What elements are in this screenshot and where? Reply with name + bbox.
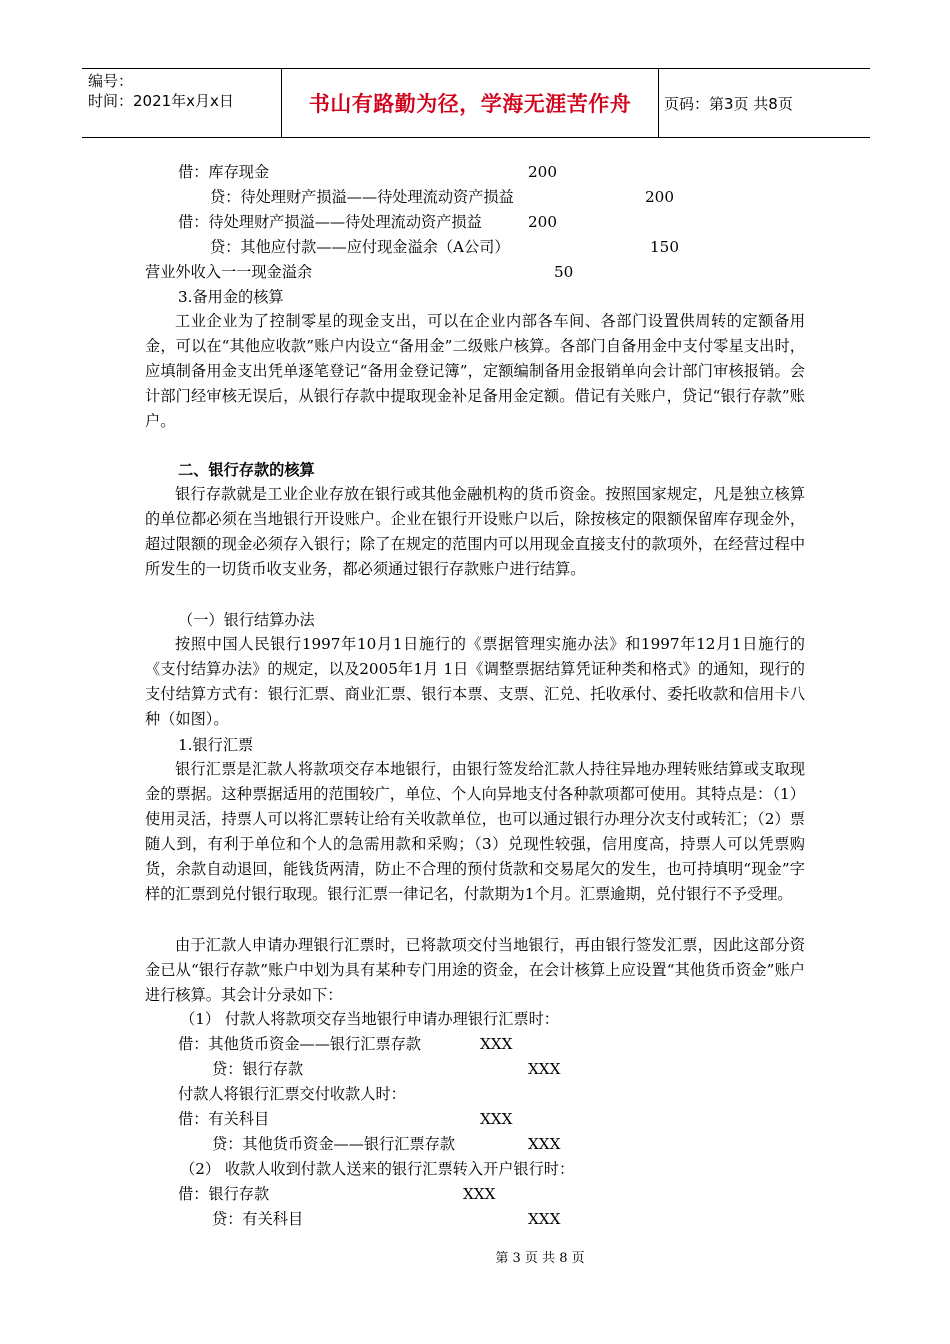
journal-entry-text: 借：待处理财产损溢——待处理流动资产损益 <box>178 213 482 231</box>
journal-entry-text: 营业外收入一一现金溢余 <box>145 263 313 281</box>
header-motto: 书山有路勤为径，学海无涯苦作舟 <box>282 69 659 137</box>
journal-entry-amount: 200 <box>528 163 557 181</box>
section-heading: 3.备用金的核算 <box>178 288 284 306</box>
journal-entry-text: 贷：其他应付款——应付现金溢余（A公司） <box>210 238 510 256</box>
journal-entry-amount: XXX <box>463 1185 496 1203</box>
journal-entry-text: 借：银行存款 <box>178 1185 270 1203</box>
journal-entry-amount: 150 <box>650 238 679 256</box>
number-label: 编号： <box>88 72 134 90</box>
journal-entry-amount: 50 <box>554 263 574 281</box>
section-heading: 二、银行存款的核算 <box>178 461 315 479</box>
journal-entry-text: 贷：有关科目 <box>212 1210 304 1228</box>
page-header <box>82 68 870 138</box>
paragraph: 按照中国人民银行1997年10月1日施行的《票据管理实施办法》和1997年12月1日施行的《支付结算办法》的规定，以及2005年1月 1日《调整票据结算凭证种类和格式》的通知，现行的支付结算方式有：银行汇票、商业汇票、银行本票、支票、汇兑、托收承付、委托收款和信用卡八种（如图）。 <box>145 635 805 728</box>
entry-caption: 付款人将银行汇票交付收款人时： <box>178 1085 406 1103</box>
journal-entry-amount: XXX <box>480 1035 513 1053</box>
journal-entry-text: 借：有关科目 <box>178 1110 270 1128</box>
journal-entry-amount: 200 <box>645 188 674 206</box>
journal-entry-amount: 200 <box>528 213 557 231</box>
journal-entry-amount: XXX <box>480 1110 513 1128</box>
journal-entry-amount: XXX <box>528 1060 561 1078</box>
journal-entry-text: 借：其他货币资金——银行汇票存款 <box>178 1035 421 1053</box>
time-label: 时间：2021年x月x日 <box>88 92 234 110</box>
entry-caption: （1） 付款人将款项交存当地银行申请办理银行汇票时： <box>180 1010 559 1028</box>
subsection-heading: （一）银行结算办法 <box>178 611 315 629</box>
header-meta <box>82 69 282 137</box>
journal-entry-text: 贷：待处理财产损溢——待处理流动资产损益 <box>210 188 514 206</box>
journal-entry-text: 贷：其他货币资金——银行汇票存款 <box>212 1135 455 1153</box>
journal-entry-text: 借：库存现金 <box>178 163 270 181</box>
paragraph: 银行汇票是汇款人将款项交存本地银行，由银行签发给汇款人持往异地办理转账结算或支取现金的票据。这种票据适用的范围较广，单位、个人向异地支付各种款项都可使用。其特点是：（1）使用灵活，持票人可以将汇票转让给有关收款单位，也可以通过银行办理分次支付或转汇；（2）票随人到，有利于单位和个人的急需用款和采购；（3）兑现性较强，信用度高，持票人可以凭票购货，余款自动退回，能钱货两清，防止不合理的预付货款和交易尾欠的发生，也可持填明“现金”字样的汇票到兑付银行取现。银行汇票一律记名，付款期为1个月。汇票逾期，兑付银行不予受理。 <box>145 760 805 903</box>
header-page-info: 页码：第3页 共8页 <box>664 94 793 113</box>
journal-entry-amount: XXX <box>528 1210 561 1228</box>
page-footer: 第 3 页 共 8 页 <box>495 1251 585 1266</box>
paragraph: 工业企业为了控制零星的现金支出，可以在企业内部各车间、各部门设置供周转的定额备用金，可以在“其他应收款”账户内设立“备用金”二级账户核算。各部门自备用金中支付零星支出时，应填制备用金支出凭单逐笔登记“备用金登记簿”，定额编制备用金报销单向会计部门审核报销。会计部门经审核无误后，从银行存款中提取现金补足备用金定额。借记有关账户，贷记“银行存款”账户。 <box>145 312 805 430</box>
subsection-heading: 1.银行汇票 <box>178 736 254 754</box>
paragraph: 银行存款就是工业企业存放在银行或其他金融机构的货币资金。按照国家规定，凡是独立核算的单位都必须在当地银行开设账户。企业在银行开设账户以后，除按核定的限额保留库存现金外，超过限额的现金必须存入银行；除了在规定的范围内可以用现金直接支付的款项外，在经营过程中所发生的一切货币收支业务，都必须通过银行存款账户进行结算。 <box>145 485 805 578</box>
journal-entry-amount: XXX <box>528 1135 561 1153</box>
entry-caption: （2） 收款人收到付款人送来的银行汇票转入开户银行时： <box>180 1160 575 1178</box>
journal-entry-text: 贷：银行存款 <box>212 1060 304 1078</box>
paragraph: 由于汇款人申请办理银行汇票时，已将款项交付当地银行，再由银行签发汇票，因此这部分资金已从“银行存款”账户中划为具有某种专门用途的资金，在会计核算上应设置“其他货币资金”账户进行核算。其会计分录如下： <box>145 936 805 1004</box>
